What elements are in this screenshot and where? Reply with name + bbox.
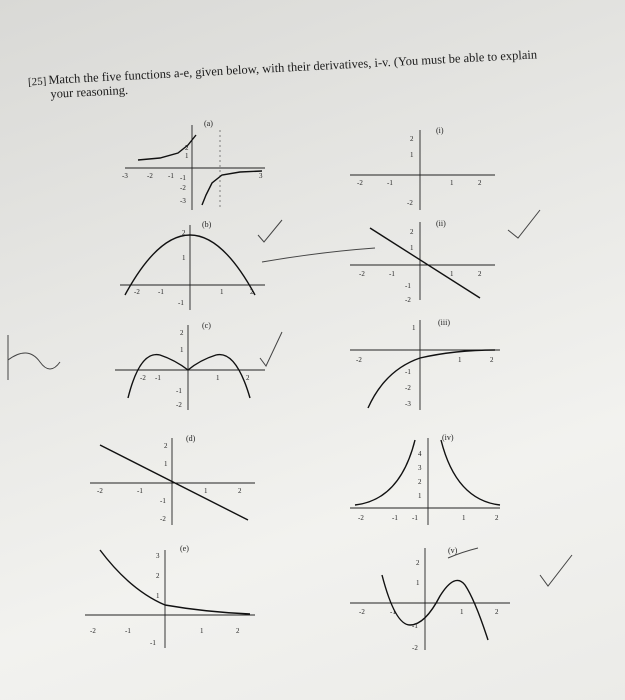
tick: 2 [185, 144, 189, 152]
problem-text-line-2: your reasoning. [50, 82, 129, 101]
tick: -1 [405, 282, 411, 290]
tick: -2 [180, 184, 186, 192]
tick: -1 [390, 608, 396, 616]
tick: -2 [359, 608, 365, 616]
tick: 1 [458, 356, 462, 364]
tick: 1 [182, 254, 186, 262]
tick: 3 [259, 172, 263, 180]
graph-iv-label: (iv) [442, 433, 454, 442]
tick: -1 [387, 179, 393, 187]
matching-line [262, 248, 375, 262]
tick: -2 [147, 172, 153, 180]
tick: 4 [418, 450, 422, 458]
tick: -2 [176, 401, 182, 409]
tick: 1 [410, 151, 414, 159]
tick: 2 [495, 514, 499, 522]
graph-i-label: (i) [436, 126, 444, 135]
problem-text-line-1: Match the five functions a-e, given below, with their derivatives, i-v. (You must be able to explain [48, 47, 538, 87]
tick: 2 [236, 627, 240, 635]
tick: -2 [134, 288, 140, 296]
tick: 1 [450, 270, 454, 278]
tick: -2 [407, 199, 413, 207]
tick: 2 [495, 608, 499, 616]
tick: -3 [180, 197, 186, 205]
tick: 1 [220, 288, 224, 296]
graph-a-label: (a) [204, 119, 213, 128]
tick: -2 [140, 374, 146, 382]
tick: -2 [405, 296, 411, 304]
tick: 1 [462, 514, 466, 522]
tick: -3 [405, 400, 411, 408]
checkmark [540, 555, 572, 586]
graph-c-label: (c) [202, 321, 211, 330]
tick: 3 [418, 464, 422, 472]
checkmark [258, 220, 282, 242]
graph-d-label: (d) [186, 434, 196, 443]
tick: 1 [180, 346, 184, 354]
tick: -2 [357, 179, 363, 187]
tick: -1 [405, 368, 411, 376]
tick: 1 [156, 592, 160, 600]
tick: -1 [178, 299, 184, 307]
tick: -1 [160, 497, 166, 505]
tick: -1 [389, 270, 395, 278]
graph-i [350, 126, 495, 210]
graph-c [115, 321, 265, 410]
tick: 1 [416, 579, 420, 587]
graph-iv [350, 433, 500, 525]
tick: -2 [160, 515, 166, 523]
tick: -3 [122, 172, 128, 180]
graph-iii [350, 318, 500, 410]
tick: -1 [158, 288, 164, 296]
tick: 1 [460, 608, 464, 616]
graph-v [350, 546, 510, 652]
tick: -1 [150, 639, 156, 647]
tick: -2 [359, 270, 365, 278]
tick: 1 [418, 492, 422, 500]
graph-e [85, 544, 255, 648]
tick: 2 [182, 229, 186, 237]
tick: 2 [478, 179, 482, 187]
tick: 2 [156, 572, 160, 580]
tick: -1 [168, 172, 174, 180]
tick: 1 [204, 487, 208, 495]
tick: 2 [246, 374, 250, 382]
tick: -2 [358, 514, 364, 522]
tick: -1 [392, 514, 398, 522]
graph-v-label: (v) [448, 546, 458, 555]
tick: -2 [412, 644, 418, 652]
tick: -1 [176, 387, 182, 395]
tick: 2 [410, 135, 414, 143]
graph-ii [350, 219, 495, 304]
tick: -1 [137, 487, 143, 495]
tick: -1 [180, 174, 186, 182]
tick: 1 [412, 324, 416, 332]
tick: 1 [216, 374, 220, 382]
tick: -1 [155, 374, 161, 382]
tick: -2 [356, 356, 362, 364]
tick: 2 [238, 487, 242, 495]
tick: -1 [125, 627, 131, 635]
tick: 2 [416, 559, 420, 567]
checkmark [508, 210, 540, 238]
tick: 2 [250, 288, 254, 296]
tick: -2 [90, 627, 96, 635]
tick: 2 [418, 478, 422, 486]
tick: -1 [412, 514, 418, 522]
margin-sketch [8, 335, 60, 380]
graph-ii-label: (ii) [436, 219, 446, 228]
tick: 1 [164, 460, 168, 468]
checkmark [260, 332, 282, 366]
tick: -1 [412, 622, 418, 630]
tick: 1 [200, 627, 204, 635]
problem-number: [25] [27, 75, 47, 89]
tick: -2 [97, 487, 103, 495]
graph-b-label: (b) [202, 220, 212, 229]
tick: 2 [478, 270, 482, 278]
graph-iii-label: (iii) [438, 318, 450, 327]
tick: 2 [410, 228, 414, 236]
tick: 3 [156, 552, 160, 560]
graph-e-label: (e) [180, 544, 189, 553]
tick: 2 [164, 442, 168, 450]
tick: 1 [185, 152, 189, 160]
graph-b [120, 220, 265, 310]
tick: -2 [405, 384, 411, 392]
tick: 1 [410, 244, 414, 252]
tick: 2 [490, 356, 494, 364]
tick: 2 [180, 329, 184, 337]
graph-a [122, 119, 265, 210]
tick: 1 [450, 179, 454, 187]
graph-d [90, 434, 255, 525]
